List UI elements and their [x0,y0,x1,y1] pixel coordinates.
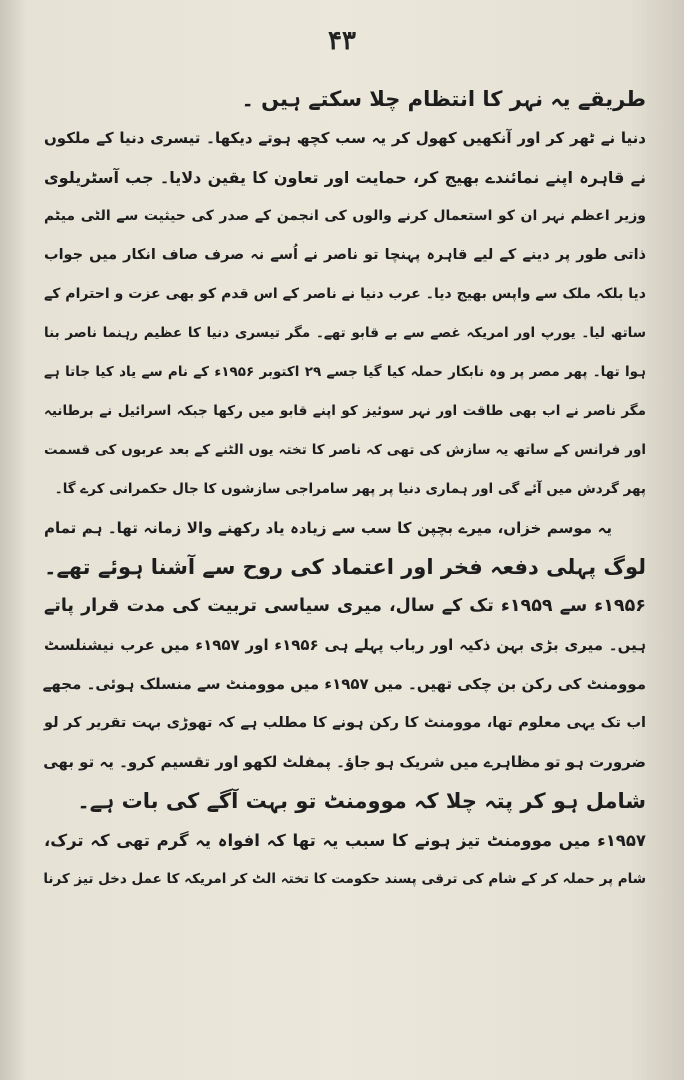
text-line: شام پر حملہ کر کے شام کی ترقی پسند حکومت کا تختہ الٹ کر امریکہ کا عمل دخل تیز کرنا [43,871,646,887]
text-line: نے قاہرہ اپنے نمائندے بھیج کر، حمایت اور تعاون کا یقین دلایا۔ جب آسٹریلوی [44,168,646,187]
text-line: ۱۹۵۶ء سے ۱۹۵۹ء تک کے سال، میری سیاسی تربیت کی مدت قرار پاتے [44,596,646,616]
text-line: لوگ پہلی دفعہ فخر اور اعتماد کی روح سے آشنا ہوئے تھے۔ [44,555,646,579]
text-line: ذاتی طور پر دینے کے لیے قاہرہ پہنچا تو ناصر نے اُسے نہ صرف صاف انکار میں جواب [44,247,646,263]
text-line: ہوا تھا۔ پھر مصر پر وہ نابکار حملہ کیا گیا جسے ۲۹ اکتوبر ۱۹۵۶ء کے نام سے یاد کیا جاتا ہے [44,364,646,380]
text-line: موومنٹ کی رکن بن چکی تھیں۔ میں ۱۹۵۷ء میں موومنٹ سے منسلک ہوئی۔ مجھے [42,675,646,693]
text-line: اب تک یہی معلوم تھا، موومنٹ کا رکن ہونے کا مطلب ہے کہ تھوڑی بہت تقریر کر لو [44,715,646,731]
page-number: ۴۳ [328,26,356,56]
text-line: ساتھ لیا۔ یورپ اور امریکہ غصے سے بے قابو تھے۔ مگر تیسری دنیا کا عظیم رہنما ناصر بنا [44,325,646,341]
text-line: اور فرانس کے ساتھ یہ سازش کی تھی کہ ناصر کا تختہ یوں الٹنے کے بعد عربوں کی قسمت [44,442,646,458]
text-line: مگر ناصر نے اب بھی طاقت اور نہر سوئیز کو اپنے قابو میں رکھا جبکہ اسرائیل نے برطانیہ [44,403,646,419]
text-line: پھر گردش میں آئے گی اور ہماری دنیا پر پھر سامراجی سازشوں کا جال حکمرانی کرے گا۔ [54,481,646,497]
text-line: دیا بلکہ ملک سے واپس بھیج دیا۔ عرب دنیا نے ناصر کے اس قدم کو بھی عزت و احترام کے [44,286,646,302]
text-line: وزیر اعظم نہر ان کو استعمال کرنے والوں کی انجمن کے صدر کی حیثیت سے الٹی میٹم [44,208,646,224]
text-line: ہیں۔ میری بڑی بہن ذکیہ اور رباب پہلے ہی ۱۹۵۶ء اور ۱۹۵۷ء میں عرب نیشنلسٹ [44,636,646,654]
text-line: یہ موسم خزاں، میرے بچپن کا سب سے زیادہ یاد رکھنے والا زمانہ تھا۔ ہم تمام [44,519,612,537]
text-line: ضرورت ہو تو مظاہرے میں شریک ہو جاؤ۔ پمفلٹ لکھو اور تقسیم کرو۔ یہ تو بھی [43,753,646,771]
text-line: شامل ہو کر پتہ چلا کہ موومنٹ تو بہت آگے کی بات ہے۔ [77,789,646,813]
text-line: طریقے یہ نہر کا انتظام چلا سکتے ہیں ۔ [241,87,646,111]
text-line: دنیا نے ٹھر کر اور آنکھیں کھول کر یہ سب کچھ ہوتے دیکھا۔ تیسری دنیا کے ملکوں [44,129,646,147]
body-text [44,80,646,899]
text-line: ۱۹۵۷ء میں موومنٹ تیز ہونے کا سبب یہ تھا کہ افواہ یہ گرم تھی کہ ترک، [44,831,646,850]
